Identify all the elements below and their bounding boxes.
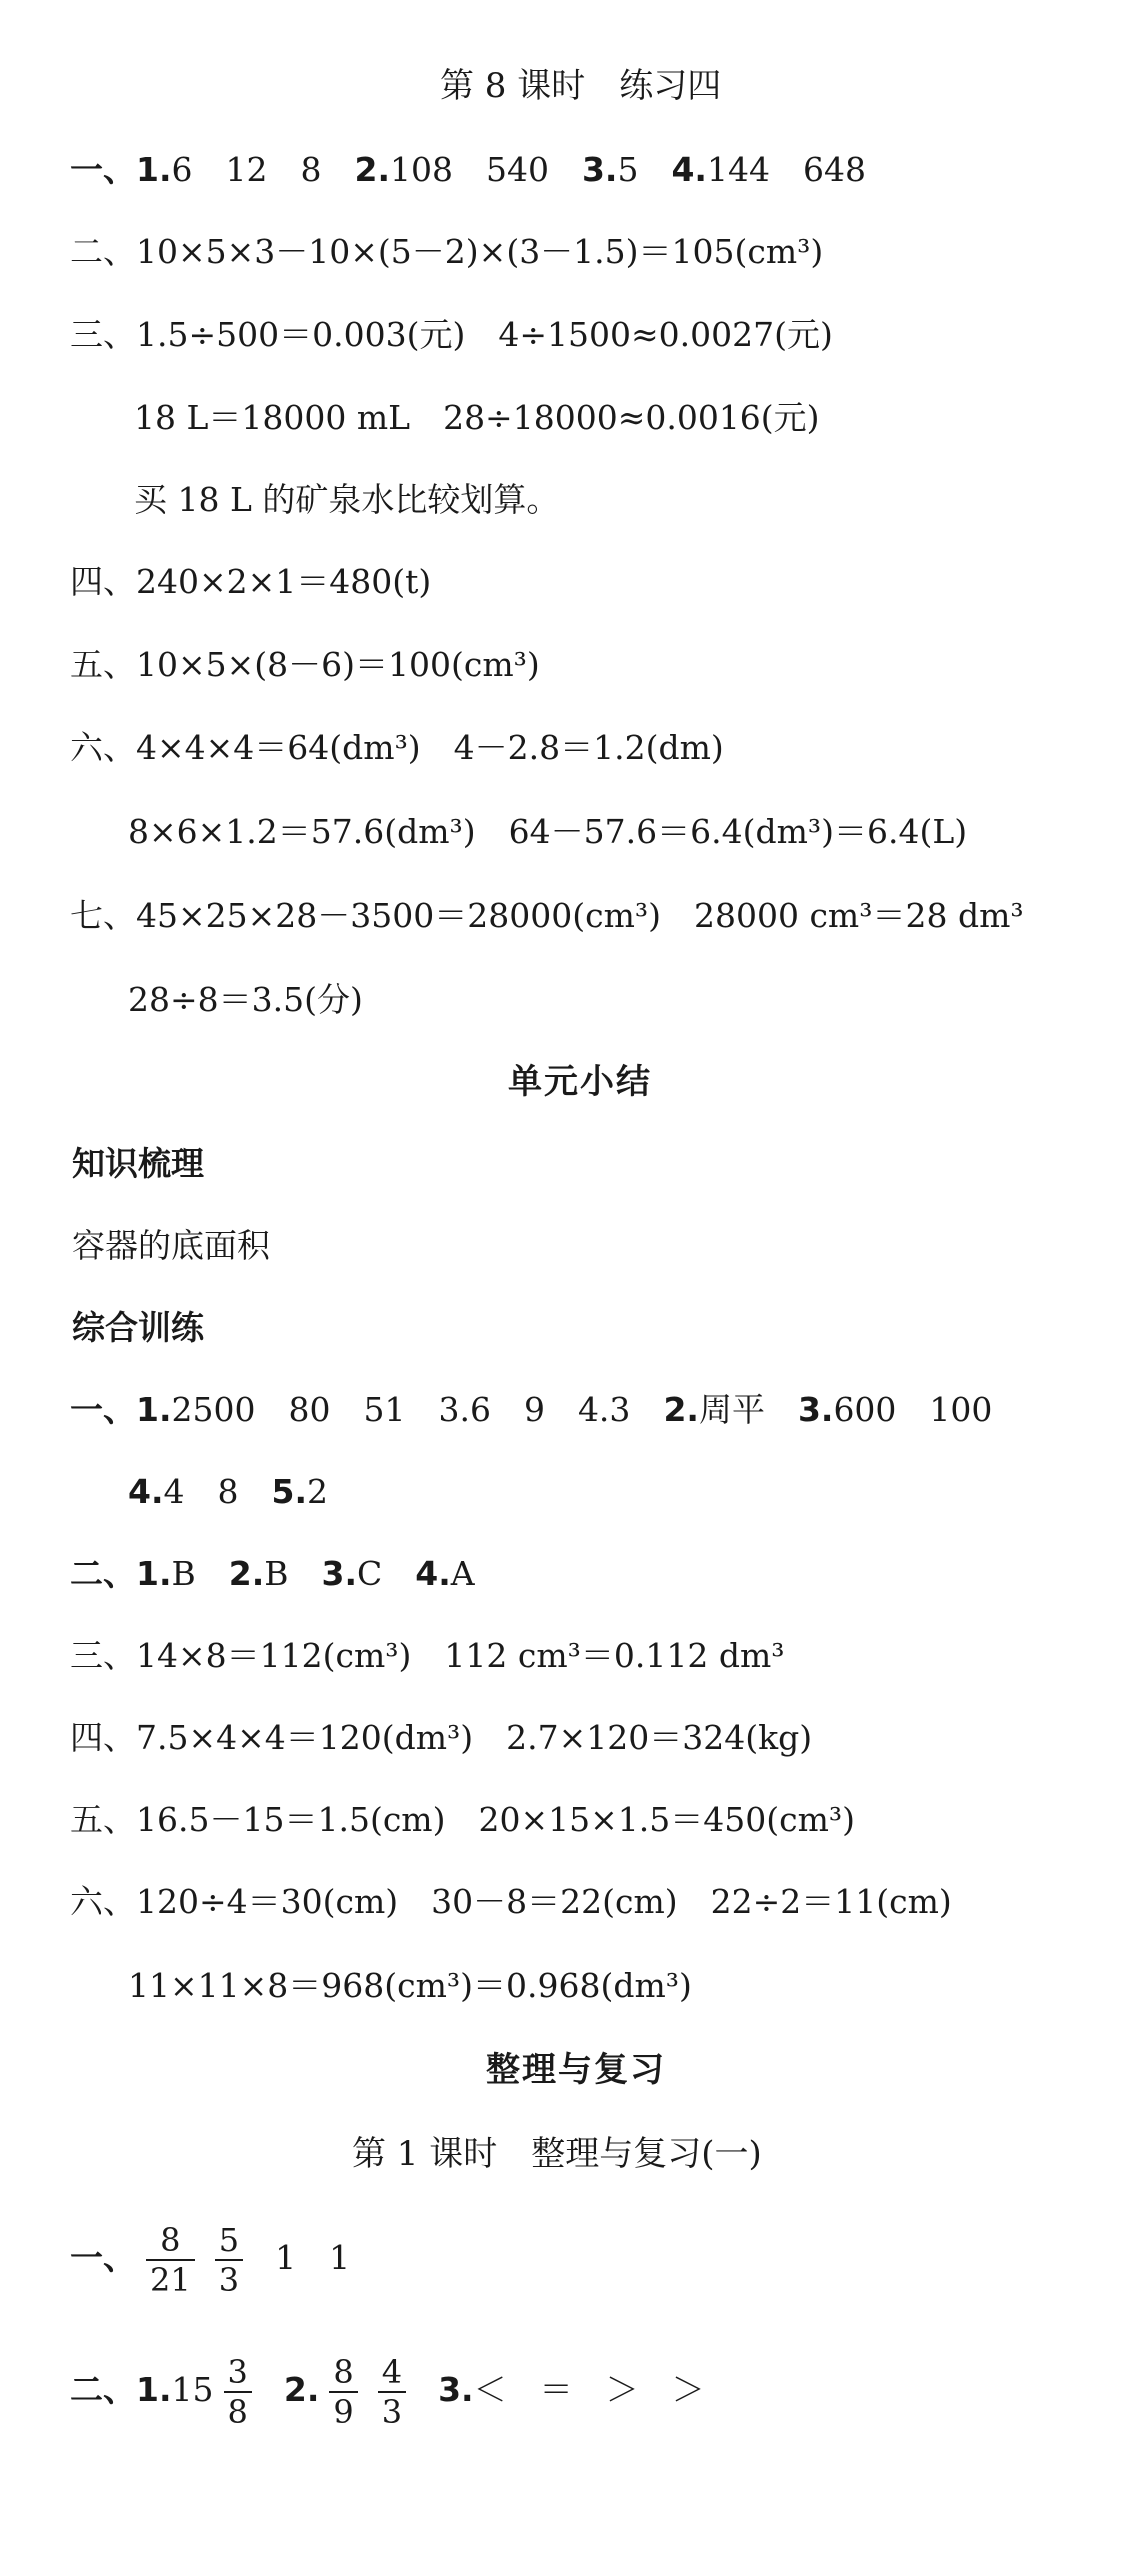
fraction-numerator: 5 <box>215 2221 243 2261</box>
answer-text: C <box>357 1554 416 1593</box>
fraction-denominator: 8 <box>227 2393 248 2431</box>
answer-line: 买 18 L 的矿泉水比较划算。 <box>134 480 560 519</box>
fraction-denominator: 9 <box>333 2393 354 2431</box>
fraction-denominator: 21 <box>150 2261 191 2299</box>
answer-line: 六、4×4×4＝64(dm³) 4－2.8＝1.2(dm) <box>70 728 724 767</box>
answer-text: 600 100 <box>833 1390 993 1429</box>
lesson8-title: 第 8 课时 练习四 <box>440 66 722 106</box>
fraction-numerator: 3 <box>224 2353 252 2393</box>
section-marker: 一、 <box>70 1390 136 1429</box>
review-lesson-title: 第 1 课时 整理与复习(一) <box>352 2134 762 2174</box>
answer-line: 28÷8＝3.5(分) <box>128 980 363 1019</box>
item-number: 4. <box>671 150 707 189</box>
answer-line: 七、45×25×28－3500＝28000(cm³) 28000 cm³＝28 dm³ <box>70 896 1024 935</box>
answer-line <box>70 150 866 190</box>
fraction <box>146 2221 195 2299</box>
answer-line: 六、120÷4＝30(cm) 30－8＝22(cm) 22÷2＝11(cm) <box>70 1882 952 1921</box>
fraction-numerator: 4 <box>378 2353 406 2393</box>
answer-text: 6 12 8 <box>171 150 355 189</box>
answer-text: 144 648 <box>706 150 866 189</box>
item-number: 3. <box>797 1390 834 1429</box>
answer-text: A <box>450 1554 475 1593</box>
item-number: 1. <box>136 1390 172 1429</box>
item-number: 4. <box>128 1472 164 1511</box>
section-marker: 一、 <box>70 150 136 189</box>
answer-line: 8×6×1.2＝57.6(dm³) 64－57.6＝6.4(dm³)＝6.4(L) <box>128 812 968 851</box>
item-number: 2. <box>354 150 390 189</box>
fraction-denominator: 3 <box>218 2261 240 2299</box>
answer-line <box>70 2350 705 2431</box>
knowledge-heading: 知识梳理 <box>72 1144 204 1183</box>
answer-text: 2500 80 51 3.6 9 4.3 <box>171 1390 664 1429</box>
answer-line: 四、7.5×4×4＝120(dm³) 2.7×120＝324(kg) <box>70 1718 813 1757</box>
answer-line: 11×11×8＝968(cm³)＝0.968(dm³) <box>128 1966 692 2005</box>
fraction-numerator: 8 <box>329 2353 357 2393</box>
training-heading: 综合训练 <box>72 1308 204 1347</box>
answer-text: 4 8 <box>163 1472 272 1511</box>
fraction-denominator: 3 <box>381 2393 403 2431</box>
unit-summary-title: 单元小结 <box>508 1062 652 1102</box>
item-number: 3. <box>321 1554 358 1593</box>
item-number: 3. <box>438 2370 474 2409</box>
fraction <box>224 2353 252 2431</box>
answer-line: 三、1.5÷500＝0.003(元) 4÷1500≈0.0027(元) <box>70 315 833 354</box>
answer-line <box>128 1472 328 1512</box>
item-number: 1. <box>136 1554 172 1593</box>
section-marker: 一、 <box>70 2238 136 2277</box>
answer-line: 容器的底面积 <box>72 1226 270 1265</box>
answer-line <box>70 2218 350 2299</box>
answer-text: 周平 <box>698 1390 798 1429</box>
answer-line <box>70 1390 992 1430</box>
answer-line: 五、16.5－15＝1.5(cm) 20×15×1.5＝450(cm³) <box>70 1800 855 1839</box>
answer-text: B <box>171 1554 229 1593</box>
answer-line: 二、10×5×3－10×(5－2)×(3－1.5)＝105(cm³) <box>70 232 824 271</box>
item-number: 2. <box>228 1554 265 1593</box>
item-number: 5. <box>271 1472 307 1511</box>
item-number: 2. <box>283 2370 320 2409</box>
answer-text: 5 <box>617 150 672 189</box>
answer-text: 2 <box>307 1472 328 1511</box>
item-number: 4. <box>415 1554 451 1593</box>
fraction <box>378 2353 406 2431</box>
item-number: 2. <box>663 1390 699 1429</box>
answer-text: 1 1 <box>275 2238 351 2277</box>
answer-line <box>70 1554 475 1594</box>
answer-line: 四、240×2×1＝480(t) <box>70 562 432 601</box>
fraction-numerator: 8 <box>146 2221 195 2261</box>
fraction <box>329 2353 357 2431</box>
section-marker: 二、 <box>70 1554 136 1593</box>
item-number: 3. <box>581 150 618 189</box>
answer-text: 15 <box>171 2370 214 2409</box>
answer-line: 三、14×8＝112(cm³) 112 cm³＝0.112 dm³ <box>70 1636 785 1675</box>
fraction <box>215 2221 243 2299</box>
answer-line: 五、10×5×(8－6)＝100(cm³) <box>70 645 540 684</box>
review-title: 整理与复习 <box>486 2050 666 2090</box>
answer-line: 18 L＝18000 mL 28÷18000≈0.0016(元) <box>134 398 820 437</box>
answer-text: ＜ ＝ ＞ ＞ <box>473 2370 705 2409</box>
section-marker: 二、 <box>70 2370 136 2409</box>
answer-text: B <box>264 1554 322 1593</box>
item-number: 1. <box>136 2370 172 2409</box>
item-number: 1. <box>136 150 172 189</box>
answer-text: 108 540 <box>389 150 582 189</box>
